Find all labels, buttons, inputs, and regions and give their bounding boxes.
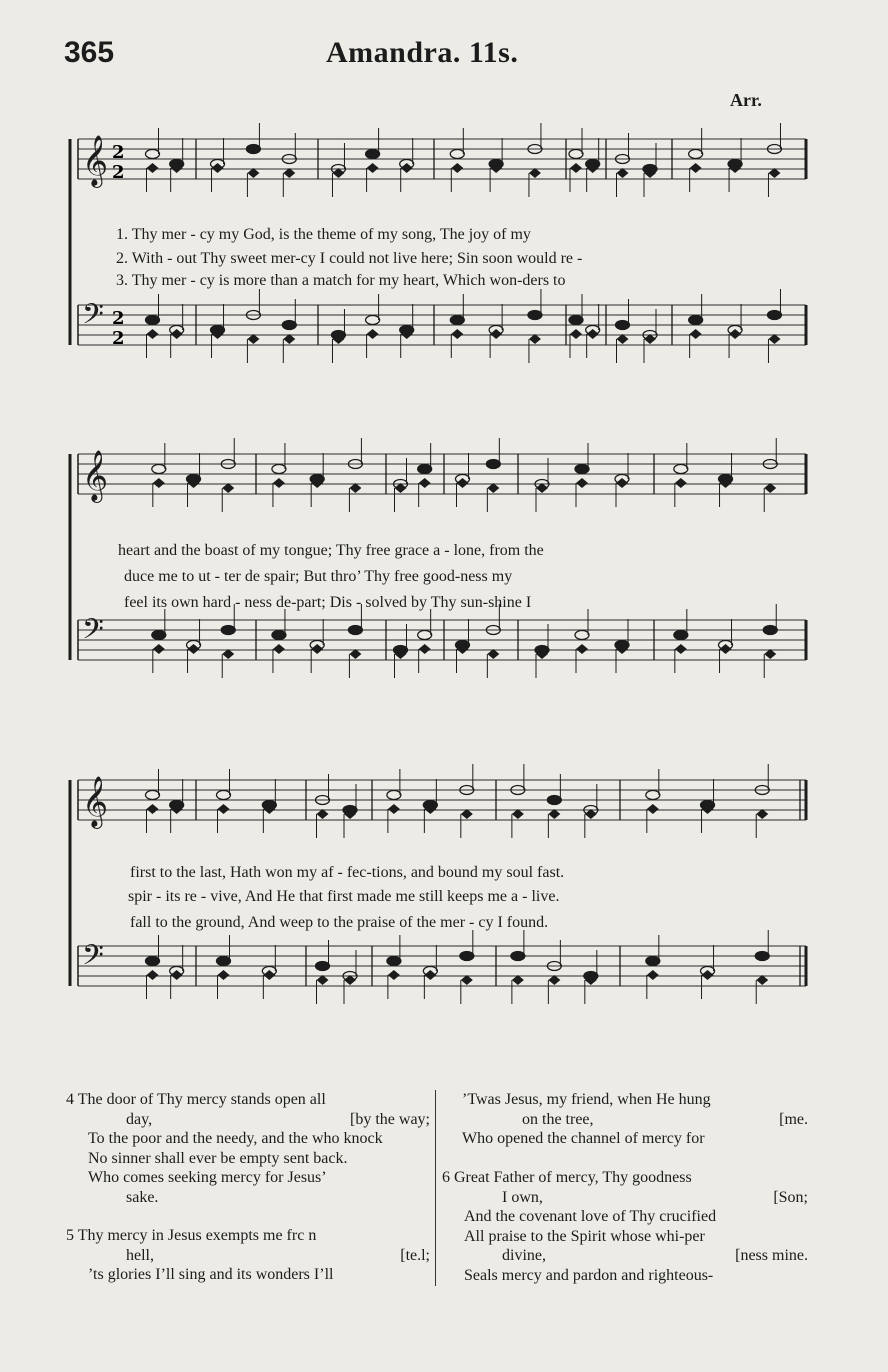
note-head xyxy=(246,145,260,154)
lyric-line: 2. With - out Thy sweet mer-cy I could not live here; Sin soon would re - xyxy=(116,250,583,267)
note-head xyxy=(147,329,159,339)
lyric-line: first to the last, Hath won my af - fec-tions, and bound my soul fast. xyxy=(130,864,565,881)
stanza-line-text: Who comes seeking mercy for Jesus’ xyxy=(88,1169,327,1186)
time-signature-top: 2 xyxy=(112,142,125,163)
page-number: 365 xyxy=(64,36,115,69)
note-head xyxy=(647,970,659,980)
note-head xyxy=(450,316,464,325)
note-head xyxy=(675,644,687,654)
note-head xyxy=(212,163,224,173)
lyric-line: feel its own hard - ness de-part; Dis - solved by Thy sun-shine I xyxy=(124,594,532,611)
note-head xyxy=(388,970,400,980)
note-head xyxy=(153,478,165,488)
note-head xyxy=(575,465,589,474)
note-head xyxy=(146,316,160,325)
note-head xyxy=(367,329,379,339)
stanza-line xyxy=(66,1226,430,1246)
lyric-line: 1. Thy mer - cy my God, is the theme of my song, The joy of my xyxy=(116,226,531,243)
note-head xyxy=(616,478,628,488)
time-signature-bottom: 2 xyxy=(112,328,125,349)
stanza-line xyxy=(442,1168,808,1188)
note-head xyxy=(272,465,286,474)
note-head xyxy=(570,329,582,339)
note-head xyxy=(188,644,200,654)
note-head xyxy=(569,150,583,159)
stanza-line-text: 5 Thy mercy in Jesus exempts me frc n xyxy=(66,1227,317,1244)
time-signature-top: 2 xyxy=(112,308,125,329)
note-head xyxy=(511,952,525,961)
stanza-6 xyxy=(442,1168,808,1285)
staff xyxy=(78,289,806,363)
note-head xyxy=(763,626,777,635)
stanza-line-text: ’ts glories I’ll sing and its wonders I’ll xyxy=(88,1266,334,1283)
staff xyxy=(78,123,806,197)
stanza-line xyxy=(462,1129,808,1149)
column-divider xyxy=(435,1090,436,1286)
treble-clef-icon: 𝄞 xyxy=(82,450,109,501)
note-head xyxy=(616,321,630,330)
note-head xyxy=(490,329,502,339)
stanza-line-continuation: [me. xyxy=(779,1110,808,1128)
stanza-line-continuation: [te.l; xyxy=(400,1246,430,1264)
note-head xyxy=(457,478,469,488)
stanza-line xyxy=(442,1266,808,1286)
note-head xyxy=(646,957,660,966)
treble-clef-icon: 𝄞 xyxy=(82,135,109,186)
note-head xyxy=(146,957,160,966)
lyric-line: 3. Thy mer - cy is more than a match for my heart, Which won-ders to xyxy=(116,272,566,289)
note-head xyxy=(217,791,231,800)
note-head xyxy=(689,150,703,159)
note-head xyxy=(587,329,599,339)
stanza-line xyxy=(66,1110,430,1130)
time-signature-bottom: 2 xyxy=(112,162,125,183)
stanza-5 xyxy=(66,1226,430,1285)
note-head xyxy=(569,316,583,325)
note-head xyxy=(755,952,769,961)
lyric-line: heart and the boast of my tongue; Thy free grace a - lone, from the xyxy=(118,542,544,559)
note-head xyxy=(576,644,588,654)
note-head xyxy=(646,791,660,800)
stanza-line-text: on the tree, xyxy=(522,1110,594,1128)
bass-clef-icon: 𝄢 xyxy=(82,939,104,979)
stanza-line-continuation: [Son; xyxy=(773,1188,808,1206)
note-head xyxy=(528,311,542,320)
stanza-line xyxy=(66,1265,430,1285)
note-head xyxy=(547,796,561,805)
note-head xyxy=(147,970,159,980)
note-head xyxy=(767,311,781,320)
note-head xyxy=(674,465,688,474)
stanza-4-continued xyxy=(462,1090,808,1149)
note-head xyxy=(729,329,741,339)
stanza-line xyxy=(66,1188,430,1208)
note-head xyxy=(387,957,401,966)
note-head xyxy=(221,626,235,635)
note-head xyxy=(217,957,231,966)
note-head xyxy=(401,163,413,173)
note-head xyxy=(273,644,285,654)
note-head xyxy=(152,631,166,640)
bass-clef-icon: 𝄢 xyxy=(82,613,104,653)
stanza-line xyxy=(66,1246,430,1266)
note-head xyxy=(263,970,275,980)
note-head xyxy=(690,329,702,339)
note-head xyxy=(690,163,702,173)
note-head xyxy=(387,791,401,800)
stanza-line-text: No sinner shall ever be empty sent back. xyxy=(88,1149,348,1167)
stanza-line-text: Who opened the channel of mercy for xyxy=(462,1130,705,1147)
staff xyxy=(78,438,806,512)
note-head xyxy=(388,804,400,814)
stanza-line-text: hell, xyxy=(126,1246,154,1264)
note-head xyxy=(273,478,285,488)
note-head xyxy=(418,631,432,640)
lyric-line: spir - its re - vive, And He that first made me still keeps me a - live. xyxy=(128,888,560,905)
note-head xyxy=(720,644,732,654)
note-head xyxy=(171,329,183,339)
treble-clef-icon: 𝄞 xyxy=(82,776,109,827)
note-head xyxy=(424,970,436,980)
note-head xyxy=(153,644,165,654)
stanza-line-text: 4 The door of Thy mercy stands open all xyxy=(66,1091,326,1108)
stanza-4 xyxy=(66,1090,430,1207)
note-head xyxy=(450,150,464,159)
note-head xyxy=(702,970,714,980)
note-head xyxy=(460,952,474,961)
staff xyxy=(78,930,806,1004)
lyric-line: duce me to ut - ter de spair; But thro’ Thy free good-ness my xyxy=(124,568,513,585)
note-head xyxy=(348,626,362,635)
note-head xyxy=(146,791,160,800)
stanza-line-text: All praise to the Spirit whose whi-per xyxy=(464,1227,705,1245)
note-head xyxy=(152,465,166,474)
note-head xyxy=(218,804,230,814)
stanza-line-text: Seals mercy and pardon and righteous- xyxy=(464,1266,714,1284)
note-head xyxy=(576,478,588,488)
stanza-line xyxy=(66,1149,430,1169)
stanza-line xyxy=(442,1227,808,1247)
stanza-line-text: ’Twas Jesus, my friend, when He hung xyxy=(462,1091,711,1108)
note-head xyxy=(316,962,330,971)
stanza-line-continuation: [by the way; xyxy=(350,1110,430,1128)
note-head xyxy=(451,163,463,173)
note-head xyxy=(451,329,463,339)
stanza-line-text: divine, xyxy=(502,1247,546,1264)
note-head xyxy=(689,316,703,325)
hymn-title: Amandra. 11s. xyxy=(326,36,519,69)
bass-clef-icon: 𝄢 xyxy=(82,298,104,338)
stanza-line-text: 6 Great Father of mercy, Thy goodness xyxy=(442,1169,692,1186)
note-head xyxy=(147,804,159,814)
note-head xyxy=(486,460,500,469)
stanza-line xyxy=(66,1168,430,1188)
note-head xyxy=(311,644,323,654)
stanza-line xyxy=(442,1207,808,1227)
stanza-line xyxy=(442,1188,808,1208)
stanza-line-continuation: [ness mine. xyxy=(735,1247,808,1264)
stanza-line-text: And the covenant love of Thy crucified xyxy=(464,1208,717,1225)
note-head xyxy=(419,478,431,488)
note-head xyxy=(675,478,687,488)
note-head xyxy=(272,631,286,640)
stanza-line-text: To the poor and the needy, and the who knock xyxy=(88,1130,383,1147)
stanza-line xyxy=(442,1246,808,1266)
note-head xyxy=(218,970,230,980)
lyric-line: fall to the ground, And weep to the praise of the mer - cy I found. xyxy=(130,914,549,931)
stanza-line xyxy=(462,1090,808,1110)
note-head xyxy=(575,631,589,640)
stanza-line-text: day, xyxy=(126,1110,153,1128)
arranger-credit: Arr. xyxy=(730,90,762,110)
note-head xyxy=(647,804,659,814)
stanza-line xyxy=(66,1090,430,1110)
note-head xyxy=(366,316,380,325)
stanza-line-text: I own, xyxy=(502,1188,543,1206)
stanza-line xyxy=(66,1129,430,1149)
note-head xyxy=(171,970,183,980)
note-head xyxy=(419,644,431,654)
stanza-line-text: sake. xyxy=(126,1188,159,1206)
stanza-line xyxy=(462,1110,808,1130)
note-head xyxy=(418,465,432,474)
note-head xyxy=(147,163,159,173)
note-head xyxy=(674,631,688,640)
note-head xyxy=(366,150,380,159)
note-head xyxy=(282,321,296,330)
staff xyxy=(78,764,806,838)
note-head xyxy=(146,150,160,159)
note-head xyxy=(570,163,582,173)
note-head xyxy=(367,163,379,173)
staff xyxy=(78,604,806,678)
